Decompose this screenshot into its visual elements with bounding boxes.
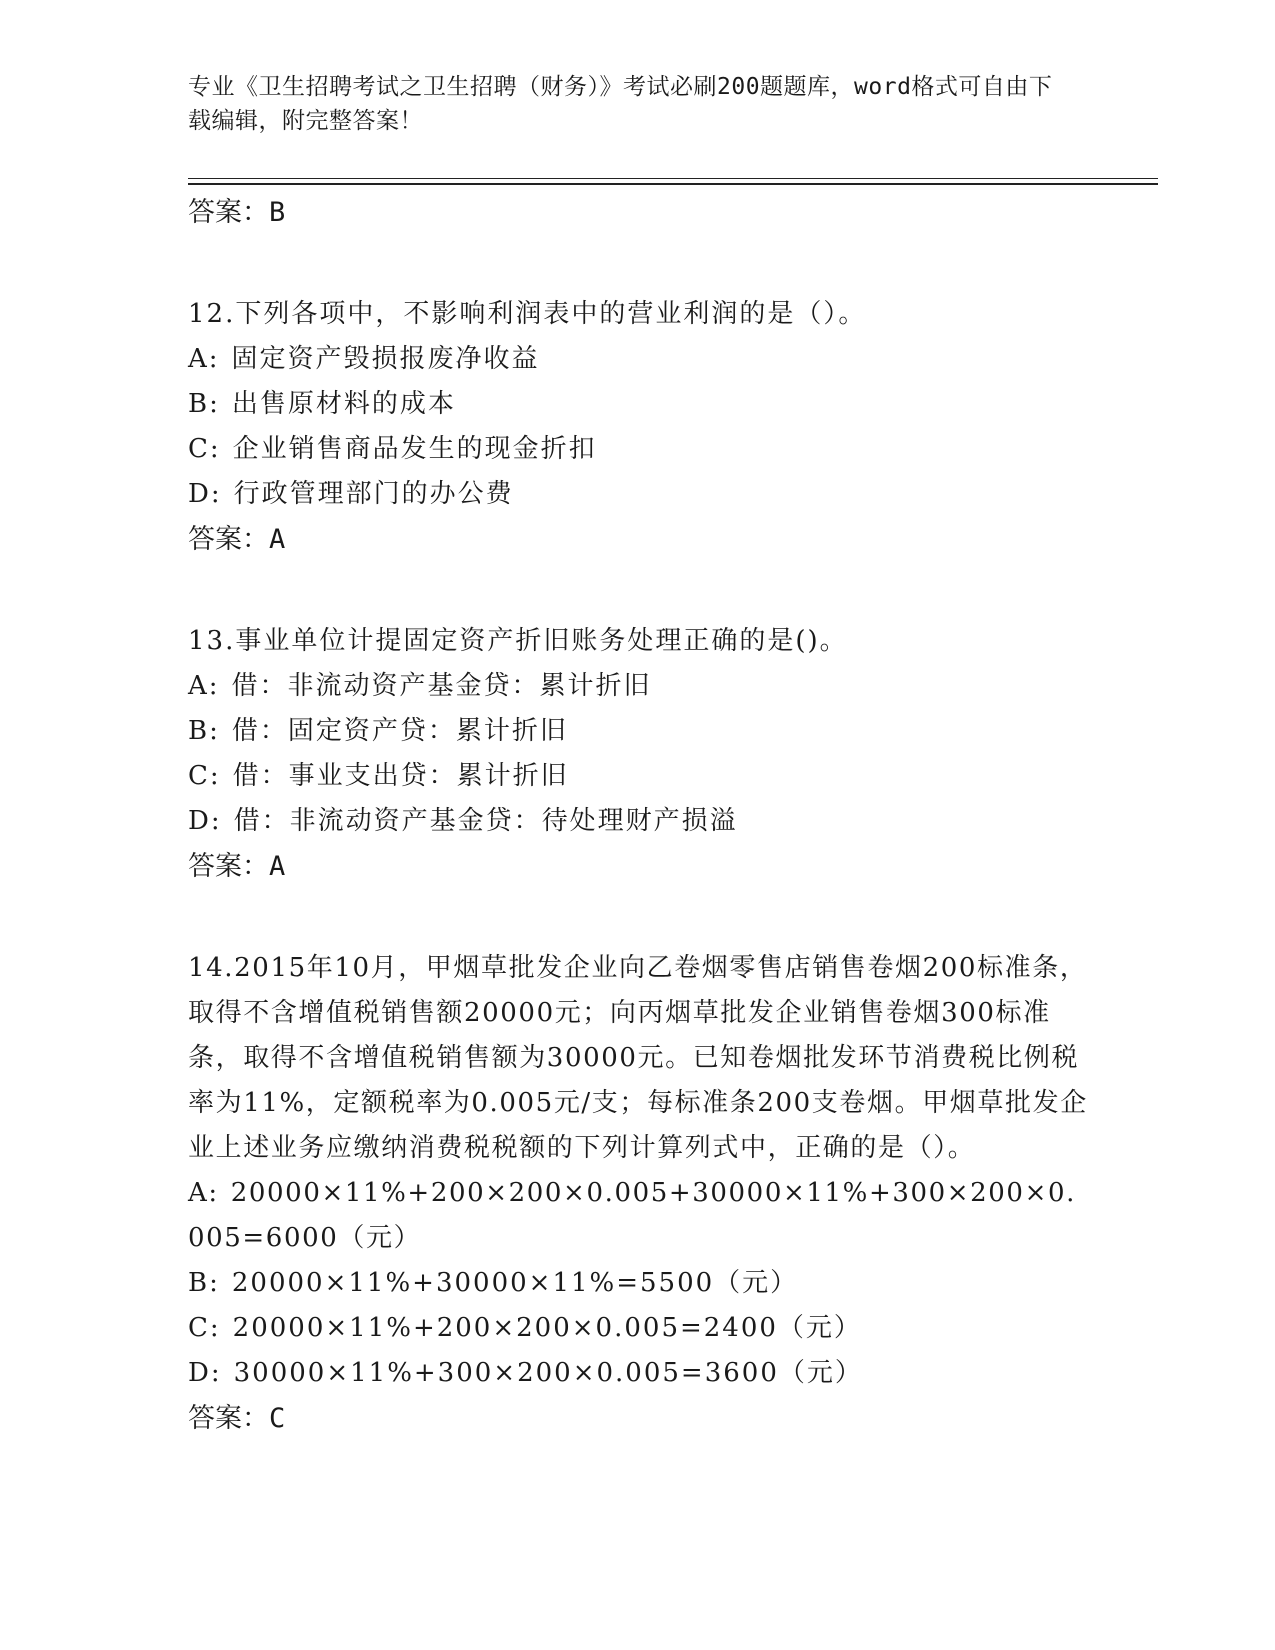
option-text: 借：事业支出贷：累计折旧 [232,761,569,791]
option-text: 出售原材料的成本 [231,389,456,419]
option-text: 行政管理部门的办公费 [233,479,514,509]
question-number: 14. [188,953,235,983]
answer-q11: 答案：B [188,197,286,228]
option-a [188,337,1088,382]
answer-q13: 答案：A [188,851,286,882]
option-label: C: [188,761,221,791]
option-label: B: [188,389,220,419]
option-text: 20000×11%+200×200×0.005+30000×11%+300×200×0.005=6000（元） [188,1178,1076,1253]
document-content [188,190,1088,1442]
question-text [188,619,1088,664]
answer-q14: 答案：C [188,1403,286,1434]
option-label: B: [188,1268,220,1298]
option-b [188,1261,1088,1306]
option-d [188,799,1088,844]
option-c [188,427,1088,472]
question-number: 12. [188,299,236,329]
option-label: C: [188,1313,221,1343]
option-b [188,382,1088,427]
question-body: 事业单位计提固定资产折旧账务处理正确的是()。 [235,626,848,656]
option-text: 借：固定资产贷：累计折旧 [231,716,568,746]
option-label: C: [188,434,221,464]
header-divider-thin [188,178,1158,179]
option-c [188,1306,1088,1351]
option-text: 企业销售商品发生的现金折扣 [232,434,597,464]
option-text: 20000×11%+30000×11%=5500（元） [231,1268,799,1298]
question-13 [188,619,1088,890]
question-body: 2015年10月，甲烟草批发企业向乙卷烟零售店销售卷烟200标准条，取得不含增值税销售额20000元；向丙烟草批发企业销售卷烟300标准条，取得不含增值税销售额为30000元。已知卷烟批发环节消费税比例税率为11%，定额税率为0.005元/支；每标准条200支卷烟。甲烟草批发企业上述业务应缴纳消费税税额的下列计算列式中，正确的是（）。 [188,953,1088,1163]
answer-q12: 答案：A [188,524,286,555]
option-label: B: [188,716,220,746]
option-b [188,709,1088,754]
question-number: 13. [188,626,236,656]
option-text: 20000×11%+200×200×0.005=2400（元） [232,1313,862,1343]
option-label: D: [188,1358,222,1388]
option-text: 借：非流动资产基金贷：累计折旧 [231,671,652,701]
option-d [188,472,1088,517]
option-label: A: [188,671,220,701]
option-text: 30000×11%+300×200×0.005=3600（元） [233,1358,863,1388]
option-label: A: [188,1178,219,1208]
option-c [188,754,1088,799]
option-text: 借：非流动资产基金贷：待处理财产损溢 [233,806,738,836]
option-text: 固定资产毁损报废净收益 [231,344,540,374]
question-text [188,292,1088,337]
option-a [188,664,1088,709]
option-label: D: [188,479,222,509]
option-d [188,1351,1088,1396]
option-label: D: [188,806,222,836]
option-label: A: [188,344,220,374]
question-14 [188,946,1088,1442]
document-header: 专业《卫生招聘考试之卫生招聘（财务）》考试必刷200题题库，word格式可自由下载编辑，附完整答案！ [188,74,1053,134]
header-divider-thick [188,183,1158,185]
question-body: 下列各项中，不影响利润表中的营业利润的是（）。 [235,299,867,329]
option-a [188,1171,1088,1261]
question-12 [188,292,1088,563]
question-text [188,946,1088,1171]
